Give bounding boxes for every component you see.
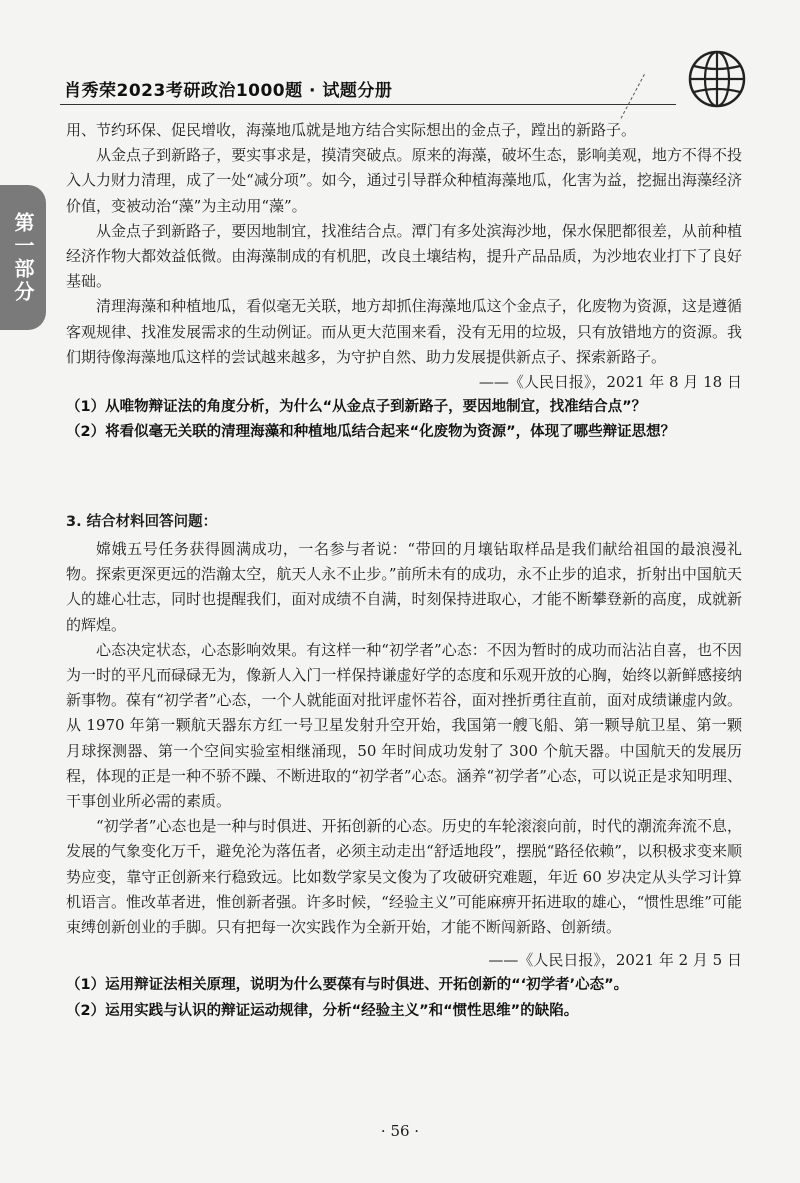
page-number: · 56 · [380, 1122, 420, 1140]
sub-question: （2）运用实践与认识的辩证运动规律，分析“经验主义”和“惯性思维”的缺陷。 [66, 1002, 579, 1019]
header-title: 肖秀荣2023考研政治1000题 · 试题分册 [64, 81, 393, 101]
material-paragraph: 从金点子到新路子，要实事求是，摸清突破点。原来的海藻，破坏生态，影响美观，地方不得不投入人力财力清理，成了一处“减分项”。如今，通过引导群众种植海藻地瓜，化害为益，挖掘出海藻经济价值，变被动治“藻”为主动用“藻”。 [66, 146, 742, 215]
sub-question: （1）运用辩证法相关原理，说明为什么要葆有与时俱进、开拓创新的“‘初学者’心态”。 [66, 977, 629, 994]
globe-icon [686, 48, 748, 110]
material-source: ——《人民日报》，2021 年 2 月 5 日 [488, 951, 742, 970]
header-dashed-line [621, 74, 647, 120]
sub-question: （1）从唯物辩证法的角度分析，为什么“从金点子到新路子，要因地制宜，找准结合点”？ [66, 399, 647, 416]
question-heading: 3. 结合材料回答问题： [66, 514, 218, 530]
material-paragraph: “初学者”心态也是一种与时俱进、开拓创新的心态。历史的车轮滚滚向前，时代的潮流奔流不息，发展的气象变化万千，避免沦为落伍者，必须主动走出“舒适地段”，摆脱“路径依赖”，以积极求变来顺势应变，靠守正创新来行稳致远。比如数学家吴文俊为了攻破研究难题，年近 60 岁决定从头学习计算机语言。惟改革者进，惟创新者强。许多时候，“经验主义”可能麻痹开拓进取的雄心，“惯性思维”可能束缚创新创业的手脚。只有把每一次实践作为全新开始，才能不断闯新路、创新绩。 [66, 817, 742, 937]
material-paragraph: 清理海藻和种植地瓜，看似毫无关联，地方却抓住海藻地瓜这个金点子，化废物为资源，这是遵循客观规律、找准发展需求的生动例证。而从更大范围来看，没有无用的垃圾，只有放错地方的资源。我们期待像海藻地瓜这样的尝试越来越多，为守护自然、助力发展提供新点子、探索新路子。 [66, 297, 742, 366]
header-rule [60, 104, 676, 105]
question-2-material [66, 118, 742, 446]
material-source: ——《人民日报》，2021 年 8 月 18 日 [478, 373, 742, 392]
sub-question: （2）将看似毫无关联的清理海藻和种植地瓜结合起来“化废物为资源”，体现了哪些辩证思想？ [66, 424, 676, 441]
section-tab: 第一部分 [0, 185, 46, 330]
question-3 [66, 510, 742, 1024]
material-paragraph: 从金点子到新路子，要因地制宜，找准结合点。潭门有多处滨海沙地，保水保肥都很差，从前种植经济作物大都效益低微。由海藻制成的有机肥，改良土壤结构，提升产品品质，为沙地农业打下了良好基础。 [66, 221, 742, 291]
material-paragraph: 心态决定状态，心态影响效果。有这样一种“初学者”心态：不因为暂时的成功而沾沾自喜，也不因为一时的平凡而碌碌无为，像新人入门一样保持谦虚好学的态度和乐观开放的心胸，始终以新鲜感接纳新事物。葆有“初学者”心态，一个人就能面对批评虚怀若谷，面对挫折勇往直前，面对成绩谦虚内敛。从 1970 年第一颗航天器东方红一号卫星发射升空开始，我国第一艘飞船、第一颗导航卫星、第一颗月球探测器、第一个空间实验室相继涌现，50 年时间成功发射了 300 个航天器。中国航天的发展历程，体现的正是一种不骄不躁、不断进取的“初学者”心态。涵养“初学者”心态，可以说正是求知明理、干事创业所必需的素质。 [66, 640, 742, 811]
material-paragraph: 用、节约环保、促民增收，海藻地瓜就是地方结合实际想出的金点子，蹚出的新路子。 [66, 121, 637, 139]
material-paragraph: 嫦娥五号任务获得圆满成功，一名参与者说：“带回的月壤钻取样品是我们献给祖国的最浪漫礼物。探索更深更远的浩瀚太空，航天人永不止步。”前所未有的成功，永不止步的追求，折射出中国航天人的雄心壮志，同时也提醒我们，面对成绩不自满，时刻保持进取心，才能不断攀登新的高度，成就新的辉煌。 [66, 540, 742, 634]
